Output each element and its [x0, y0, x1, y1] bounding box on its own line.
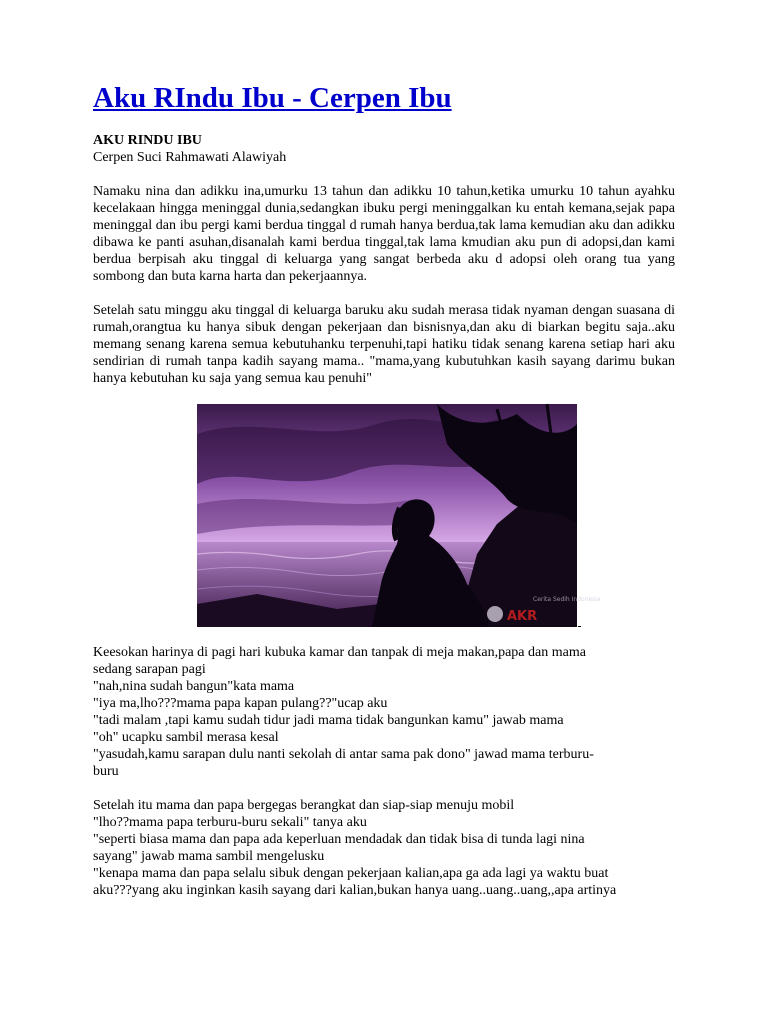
paragraph-1: Namaku nina dan adikku ina,umurku 13 tahun dan adikku 10 tahun,ketika umurku 10 tahun ayahku kecelakaan hingga meninggal dunia,sedangkan ibuku pergi meninggalkan ku entah kemana,sejak papa meninggal dan ibu pergi kami berdua tinggal d rumah hanya berdua,tak lama kemudian aku dan adikku dibawa ke panti asuhan,disanalah kami berdua tinggal,tak lama kmudian aku pun di adopsi,dan kami berdua berpisah aku tinggal di keluarga yang sangat berbeda aku d adopsi oleh orang tua yang sombong dan buta karna harta dan pekerjaannya.: [93, 184, 675, 284]
text-line: sedang sarapan pagi: [93, 662, 206, 677]
text-line: "seperti biasa mama dan papa ada keperluan mendadak dan tidak bisa di tunda lagi nina: [93, 832, 585, 847]
text-line: sayang" jawab mama sambil mengelusku: [93, 849, 325, 864]
text-line: "tadi malam ,tapi kamu sudah tidur jadi mama tidak bangunkan kamu" jawab mama: [93, 713, 564, 728]
story-heading: AKU RINDU IBU: [93, 133, 202, 148]
dialogue-block-2: [93, 797, 675, 899]
text-line: "iya ma,lho???mama papa kapan pulang??"ucap aku: [93, 696, 388, 711]
story-author: Cerpen Suci Rahmawati Alawiyah: [93, 150, 287, 165]
story-illustration: [197, 404, 601, 627]
text-line: Keesokan harinya di pagi hari kubuka kamar dan tanpak di meja makan,papa dan mama: [93, 645, 586, 660]
text-line: "yasudah,kamu sarapan dulu nanti sekolah di antar sama pak dono" jawad mama terburu-: [93, 747, 594, 762]
svg-text:AKR: AKR: [507, 609, 538, 624]
paragraph-2: Setelah satu minggu aku tinggal di keluarga baruku aku sudah merasa tidak nyaman dengan suasana di rumah,orangtua ku hanya sibuk dengan pekerjaan dan bisnisnya,dan aku di biarkan begitu saja..aku memang senang karena semua kebutuhanku terpenuhi,tapi hatiku tidak senang karena setiap hari aku sendirian di rumah tanpa kadih sayang mama.. "mama,yang kubutuhkan kasih sayang darimu bukan hanya kebutuhan ku saja yang semua kau penuhi": [93, 303, 675, 386]
text-line: aku???yang aku inginkan kasih sayang dari kalian,bukan hanya uang..uang..uang,,apa artinya: [93, 883, 617, 898]
dialogue-block-1: [93, 644, 675, 780]
text-line: "nah,nina sudah bangun"kata mama: [93, 679, 295, 694]
document-page: [93, 80, 675, 916]
text-line: "kenapa mama dan papa selalu sibuk dengan pekerjaan kalian,apa ga ada lagi ya waktu buat: [93, 866, 609, 881]
text-line: "lho??mama papa terburu-buru sekali" tanya aku: [93, 815, 367, 830]
image-watermark: Cerita Sedih Indonesia: [533, 596, 601, 603]
silhouette-sunset-image: [197, 404, 601, 627]
image-marker: [578, 626, 581, 627]
text-line: buru: [93, 764, 119, 779]
text-line: Setelah itu mama dan papa bergegas berangkat dan siap-siap menuju mobil: [93, 798, 515, 813]
page-title-link[interactable]: Aku RIndu Ibu - Cerpen Ibu: [93, 82, 452, 114]
text-line: "oh" ucapku sambil merasa kesal: [93, 730, 279, 745]
